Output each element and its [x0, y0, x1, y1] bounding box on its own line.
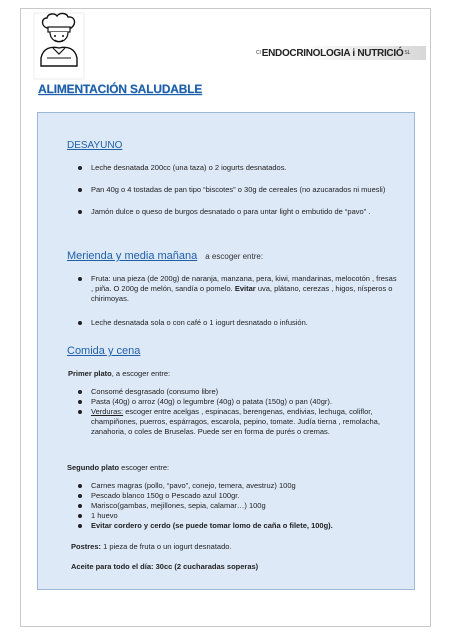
bullet-icon [78, 524, 82, 528]
list-item: Verduras: escoger entre acelgas , espinacas, berengenas, endivias, lechuga, coliflor, champiñones, puerros, espárragos, escarola, pepino, tomate. Judía tierna , remolacha, zanahoria, o coles de Bruselas. Puede ser en forma de purés o cremas. [73, 407, 403, 437]
bullet-icon [78, 321, 82, 325]
list-item: Leche desnatada sola o con café o 1 iogurt desnatado o infusión. [73, 318, 398, 328]
bullet-icon [78, 400, 82, 404]
desayuno-heading: DESAYUNO [67, 140, 123, 151]
merienda-list [73, 274, 398, 328]
bullet-icon [78, 188, 82, 192]
merienda-heading [67, 250, 263, 262]
bullet-icon [78, 494, 82, 498]
merienda-title: Merienda y media mañana [67, 250, 198, 262]
page-title: ALIMENTACIÓN SALUDABLE [38, 82, 203, 96]
comida-heading: Comida y cena [67, 345, 141, 357]
list-item: 1 huevo [73, 511, 408, 521]
brand-name: ENDOCRINOLOGIA i NUTRICIÓ [261, 47, 404, 59]
list-item: Consomé desgrasado (consumo libre) [73, 387, 403, 397]
postres-line: Postres: 1 pieza de fruta o un iogurt desnatado. [71, 542, 232, 551]
clinic-brand [256, 42, 426, 64]
bullet-icon [78, 210, 82, 214]
brand-suffix: SL [404, 50, 411, 56]
segundo-plato-line: Segundo plato escoger entre: [67, 463, 170, 472]
segundo-plato-list [73, 481, 408, 531]
list-item: Pescado blanco 150g o Pescado azul 100gr. [73, 491, 408, 501]
brand-bar [262, 46, 426, 60]
list-item: Pan 40g o 4 tostadas de pan tipo “biscotes” o 30g de cereales (no azucarados ni muesli) [73, 185, 408, 195]
primer-plato-list [73, 387, 403, 437]
primer-plato-line: Primer plato, a escoger entre: [68, 369, 171, 378]
brand-prefix: Cl [256, 50, 261, 56]
merienda-note: a escoger entre: [205, 252, 264, 261]
list-item: Marisco(gambas, mejillones, sepia, calamar…) 100g [73, 501, 408, 511]
bullet-icon [78, 390, 82, 394]
bullet-icon [78, 277, 82, 281]
list-item: Leche desnatada 200cc (una taza) o 2 iogurts desnatados. [73, 163, 408, 173]
content-box [37, 112, 415, 590]
bullet-icon [78, 514, 82, 518]
bullet-icon [78, 166, 82, 170]
aceite-line: Aceite para todo el día: 30cc (2 cucharadas soperas) [71, 562, 259, 571]
bullet-icon [78, 410, 82, 414]
list-item: Jamón dulce o queso de burgos desnatado o para untar light o embutido de “pavo” . [73, 207, 408, 217]
list-item: Pasta (40g) o arroz (40g) o legumbre (40g) o patata (150g) o pan (40gr). [73, 397, 403, 407]
list-item: Carnes magras (pollo, “pavo”, conejo, temera, avestruz) 100g [73, 481, 408, 491]
list-item: Evitar cordero y cerdo (se puede tomar lomo de caña o filete, 100g). [73, 521, 408, 531]
list-item: Fruta: una pieza (de 200g) de naranja, manzana, pera, kiwi, mandarinas, melocotón , fresas , piña. O 200g de melón, sandía o pomelo. Evitar uva, plátano, cerezas , higos, nísperos o chirimoyas. [73, 274, 398, 304]
bullet-icon [78, 484, 82, 488]
desayuno-list [73, 163, 408, 217]
chef-logo-icon [33, 12, 85, 80]
bullet-icon [78, 504, 82, 508]
